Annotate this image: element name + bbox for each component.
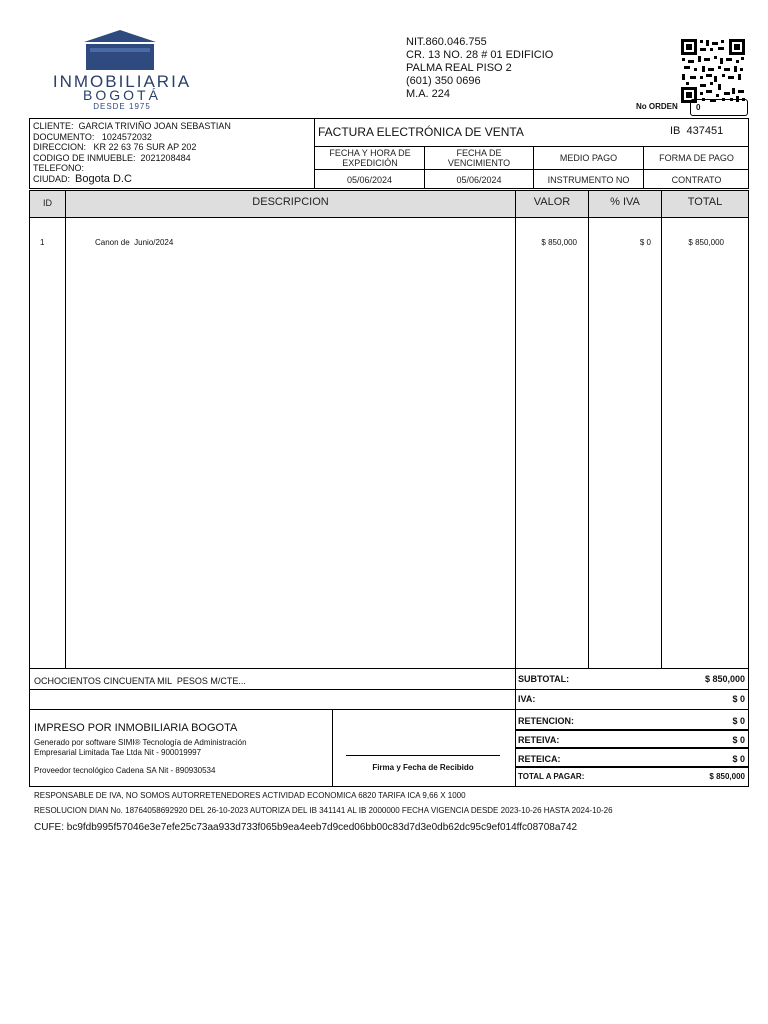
- client-property-code-row: CODIGO DE INMUEBLE: 2021208484: [33, 152, 191, 163]
- reteica-label: RETEICA:: [518, 754, 561, 764]
- company-ma: M.A. 224: [406, 88, 451, 100]
- reteiva-value: $ 0: [732, 735, 745, 745]
- client-city: Bogota D.C: [75, 172, 132, 185]
- iva-label: IVA:: [518, 694, 536, 704]
- row-description: Canon de Junio/2024: [95, 238, 174, 247]
- row-iva: $ 0: [639, 238, 651, 247]
- subtotal-value: $ 850,000: [704, 674, 745, 684]
- col-total: TOTAL: [687, 196, 723, 208]
- client-property-code: 2021208484: [140, 152, 191, 163]
- footer-resolution-line: RESOLUCION DIAN No. 18764058692920 DEL 26-10-2023 AUTORIZA DEL IB 341141 AL IB 2000000 FECHA VIGENCIA DESDE 2023-10-26 HASTA 2024-10-26: [34, 806, 613, 815]
- signature-line: [346, 755, 500, 756]
- items-table: [29, 190, 749, 669]
- issue-date-value: 05/06/2024: [346, 174, 393, 185]
- retencion-label: RETENCION:: [518, 716, 574, 726]
- client-city-row: CIUDAD: Bogota D.C: [33, 172, 132, 185]
- client-info: [33, 121, 231, 184]
- logo-name: INMOBILIARIA: [52, 72, 192, 91]
- building-roof-icon: [34, 28, 204, 74]
- iva-value: $ 0: [732, 694, 745, 704]
- company-nit: NIT.860.046.755: [406, 36, 487, 48]
- col-id: ID: [43, 198, 52, 208]
- due-date-value: 05/06/2024: [456, 174, 502, 185]
- client-name-row: CLIENTE: GARCIA TRIVIÑO JOAN SEBASTIAN: [33, 121, 231, 131]
- printed-by-title: IMPRESO POR INMOBILIARIA BOGOTA: [34, 722, 238, 734]
- client-document: 1024572032: [101, 131, 152, 142]
- subtotal-label: SUBTOTAL:: [518, 674, 570, 684]
- company-building: PALMA REAL PISO 2: [406, 62, 512, 74]
- company-address: [406, 36, 553, 101]
- order-box: [690, 99, 748, 116]
- client-address-row: DIRECCION: KR 22 63 76 SUR AP 202: [33, 142, 197, 152]
- payment-form-value: CONTRATO: [671, 174, 722, 185]
- order-value: 0: [696, 103, 701, 112]
- tech-provider: Proveedor tecnológico Cadena SA Nit - 890930534: [34, 766, 216, 775]
- col-iva: % IVA: [610, 196, 640, 208]
- company-street: CR. 13 NO. 28 # 01 EDIFICIO: [406, 49, 554, 61]
- logo-city: BOGOTÁ: [83, 87, 161, 103]
- client-document-row: DOCUMENTO: 1024572032: [33, 131, 152, 142]
- header-due-date: FECHA DE VENCIMIENTO: [447, 148, 511, 168]
- qr-code: [680, 38, 746, 104]
- row-total: $ 850,000: [688, 238, 724, 247]
- company-logo: [34, 28, 204, 112]
- footer-tax-line: RESPONSABLE DE IVA, NO SOMOS AUTORRETENEDORES ACTIVIDAD ECONOMICA 6820 TARIFA ICA 9,66 X 1000: [34, 791, 466, 800]
- total-to-pay-label: TOTAL A PAGAR:: [518, 772, 585, 781]
- amount-in-words: OCHOCIENTOS CINCUENTA MIL PESOS M/CTE...: [34, 676, 246, 686]
- signature-label: Firma y Fecha de Recibido: [372, 763, 474, 772]
- invoice-title: FACTURA ELECTRÓNICA DE VENTA: [318, 125, 524, 139]
- header-issue-date: FECHA Y HORA DE EXPEDICIÓN: [329, 148, 411, 168]
- reteiva-label: RETEIVA:: [518, 735, 560, 745]
- header-payment-form: FORMA DE PAGO: [659, 153, 734, 163]
- client-name: GARCIA TRIVIÑO JOAN SEBASTIAN: [78, 121, 231, 131]
- software-info: [34, 738, 247, 758]
- company-phone: (601) 350 0696: [406, 75, 481, 87]
- logo-since: DESDE 1975: [93, 102, 151, 111]
- col-description: DESCRIPCION: [252, 196, 329, 208]
- client-phone-row: TELEFONO:: [33, 163, 85, 173]
- total-to-pay-value: $ 850,000: [709, 772, 745, 781]
- footer-cufe: CUFE: bc9fdb995f57046e3e7efe25c73aa933d733f065b9ea4eeb7d9ced06bb00c83d7d3e0db62dc95c9ef014ffc08708a742: [34, 822, 578, 833]
- invoice-number: IB 437451: [670, 125, 724, 137]
- header-payment-method: MEDIO PAGO: [559, 153, 618, 163]
- software-line-2: Empresarial Limitada Tae Ltda Nit - 900019997: [34, 748, 202, 757]
- col-value: VALOR: [533, 196, 571, 208]
- payment-method-value: INSTRUMENTO NO: [547, 174, 630, 185]
- software-line-1: Generado por software SIMI® Tecnología de Administración: [34, 738, 247, 747]
- retencion-value: $ 0: [732, 716, 745, 726]
- order-label: No ORDEN: [636, 102, 678, 111]
- row-value: $ 850,000: [541, 238, 577, 247]
- client-address: KR 22 63 76 SUR AP 202: [93, 142, 197, 152]
- reteica-value: $ 0: [732, 754, 745, 764]
- row-id: 1: [40, 238, 45, 247]
